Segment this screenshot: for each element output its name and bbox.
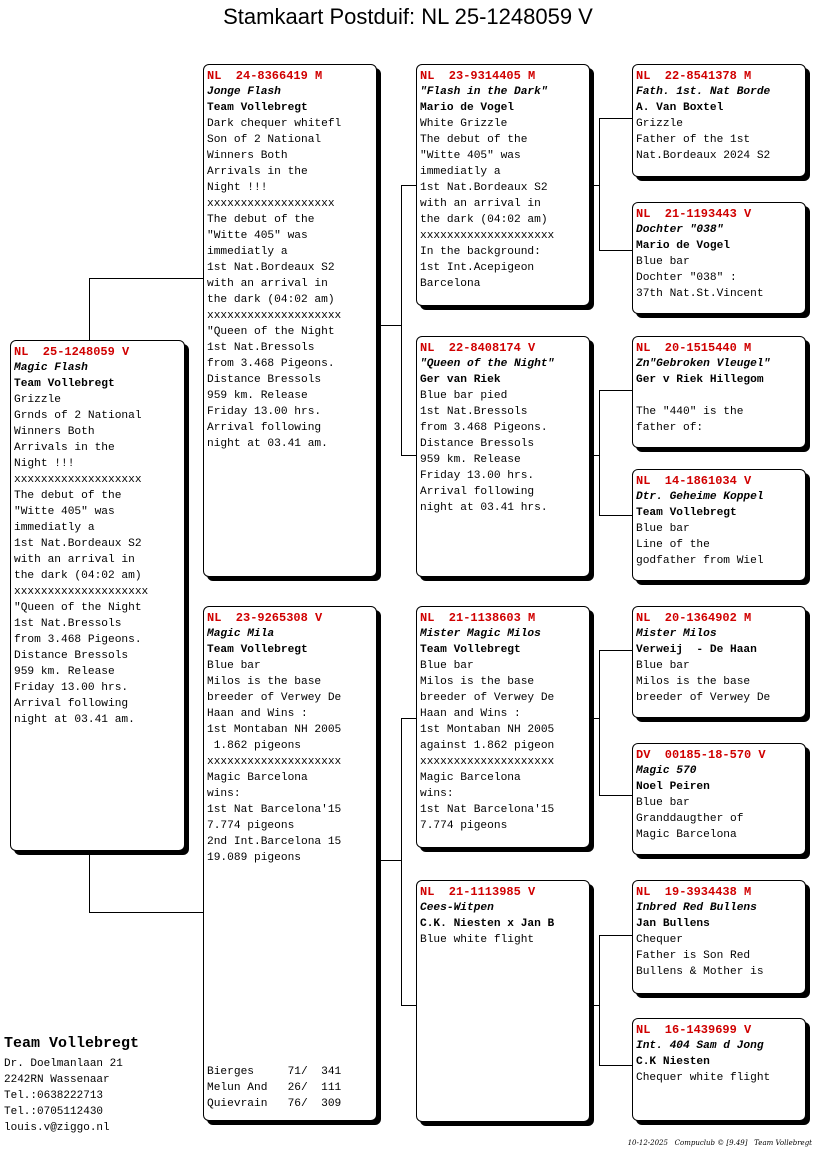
connector-line: [589, 718, 599, 719]
description-line: breeder of Verwey De: [420, 692, 555, 704]
pigeon-name: Jonge Flash: [207, 86, 281, 98]
description-line: Distance Bressols: [420, 438, 535, 450]
pigeon-name: "Flash in the Dark": [420, 86, 548, 98]
description-line: night at 03.41 am.: [207, 438, 328, 450]
description-line: Milos is the base: [207, 676, 322, 688]
connector-line: [599, 650, 600, 795]
owner-phone: Tel.:0638222713: [4, 1090, 104, 1102]
description-line: Distance Bressols: [14, 650, 129, 662]
description-line: 1st Nat Barcelona'15: [207, 804, 342, 816]
ring-number: NL 22-8541378 M: [636, 69, 752, 83]
ring-number: NL 21-1113985 V: [420, 885, 536, 899]
description-line: immediatly a: [207, 246, 288, 258]
description-line: Milos is the base: [420, 676, 535, 688]
race-result-row: Quievrain 76/ 309: [207, 1098, 342, 1110]
description-line: In the background:: [420, 246, 541, 258]
description-line: Friday 13.00 hrs.: [207, 406, 322, 418]
description-line: Chequer: [636, 934, 683, 946]
description-line: 7.774 pigeons: [420, 820, 508, 832]
description-line: Blue bar: [207, 660, 261, 672]
breeder-name: C.K. Niesten x Jan B: [420, 918, 555, 930]
connector-line: [401, 455, 417, 456]
pigeon-name: Cees-Witpen: [420, 902, 494, 914]
owner-email[interactable]: louis.v@ziggo.nl: [4, 1122, 110, 1134]
description-line: 7.774 pigeons: [207, 820, 295, 832]
description-line: 1st Nat.Bressols: [420, 406, 528, 418]
description-line: Arrivals in the: [207, 166, 308, 178]
owner-address-city: 2242RN Wassenaar: [4, 1074, 110, 1086]
description-line: Blue white flight: [420, 934, 535, 946]
pigeon-card-sire-sire[interactable]: [416, 64, 590, 306]
breeder-name: Ger van Riek: [420, 374, 501, 386]
description-line: Grizzle: [14, 394, 61, 406]
description-line: the dark (04:02 am): [420, 214, 548, 226]
pigeon-card-dam[interactable]: [203, 606, 377, 1121]
description-line: night at 03.41 hrs.: [420, 502, 548, 514]
description-line: Grnds of 2 National: [14, 410, 142, 422]
description-line: Blue bar: [636, 256, 690, 268]
breeder-name: Team Vollebregt: [636, 507, 737, 519]
ring-number: NL 16-1439699 V: [636, 1023, 752, 1037]
description-line: Son of 2 National: [207, 134, 322, 146]
description-line: Blue bar pied: [420, 390, 508, 402]
connector-line: [376, 860, 401, 861]
description-line: 1st Nat.Bordeaux S2: [207, 262, 335, 274]
pigeon-name: Dochter "038": [636, 224, 724, 236]
description-line: Blue bar: [636, 523, 690, 535]
description-line: 19.089 pigeons: [207, 852, 301, 864]
description-line: "Queen of the Night: [207, 326, 335, 338]
description-line: Arrival following: [207, 422, 322, 434]
description-line: Friday 13.00 hrs.: [420, 470, 535, 482]
ring-number: NL 19-3934438 M: [636, 885, 752, 899]
description-line: Father is Son Red: [636, 950, 751, 962]
pigeon-card-dam-sire-sire[interactable]: [632, 606, 806, 718]
description-line: "Witte 405" was: [14, 506, 115, 518]
connector-line: [401, 185, 402, 455]
description-line: [636, 388, 802, 404]
description-line: Arrival following: [14, 698, 129, 710]
description-line: from 3.468 Pigeons.: [14, 634, 142, 646]
owner-team: Team Vollebregt: [4, 1035, 140, 1052]
pigeon-card-sire[interactable]: [203, 64, 377, 577]
ring-number: DV 00185-18-570 V: [636, 748, 766, 762]
print-stamp: [628, 1139, 812, 1147]
ring-number: NL 21-1138603 M: [420, 611, 536, 625]
owner-address-street: Dr. Doelmanlaan 21: [4, 1058, 123, 1070]
pigeon-name: Magic 570: [636, 765, 697, 777]
description-line: from 3.468 Pigeons.: [207, 358, 335, 370]
description-line: Arrivals in the: [14, 442, 115, 454]
description-line: Grizzle: [636, 118, 683, 130]
description-line: the dark (04:02 am): [14, 570, 142, 582]
description-line: with an arrival in: [420, 198, 541, 210]
breeder-name: Mario de Vogel: [420, 102, 514, 114]
pigeon-name: Inbred Red Bullens: [636, 902, 757, 914]
description-line: night at 03.41 am.: [14, 714, 135, 726]
pigeon-card-dam-sire-dam[interactable]: [632, 743, 806, 855]
description-line: Magic Barcelona: [636, 829, 737, 841]
pigeon-name: Magic Mila: [207, 628, 275, 640]
connector-line: [401, 718, 402, 1005]
ring-number: NL 25-1248059 V: [14, 345, 130, 359]
pigeon-name: Fath. 1st. Nat Borde: [636, 86, 771, 98]
description-line: 959 km. Release: [207, 390, 308, 402]
connector-line: [89, 278, 204, 279]
description-line: Night !!!: [14, 458, 75, 470]
breeder-name: Team Vollebregt: [207, 644, 308, 656]
description-line: wins:: [207, 788, 241, 800]
description-line: The "440" is the: [636, 406, 744, 418]
description-line: wins:: [420, 788, 454, 800]
description-line: against 1.862 pigeon: [420, 740, 555, 752]
pigeon-name: Magic Flash: [14, 362, 88, 374]
connector-line: [599, 935, 600, 1065]
connector-line: [376, 325, 401, 326]
description-line: The debut of the: [14, 490, 122, 502]
description-line: the dark (04:02 am): [207, 294, 335, 306]
description-line: Winners Both: [14, 426, 95, 438]
connector-line: [599, 390, 600, 515]
description-line: The debut of the: [207, 214, 315, 226]
description-line: xxxxxxxxxxxxxxxxxxxx: [207, 756, 342, 768]
description-line: 1st Montaban NH 2005: [207, 724, 342, 736]
breeder-name: A. Van Boxtel: [636, 102, 724, 114]
description-line: Milos is the base: [636, 676, 751, 688]
description-line: 1.862 pigeons: [207, 740, 301, 752]
race-result-row: Melun And 26/ 111: [207, 1082, 342, 1094]
description-line: father of:: [636, 422, 704, 434]
connector-line: [599, 515, 632, 516]
ring-number: NL 24-8366419 M: [207, 69, 323, 83]
connector-line: [599, 250, 632, 251]
description-line: xxxxxxxxxxxxxxxxxxxx: [14, 586, 149, 598]
connector-line: [89, 912, 204, 913]
description-line: Friday 13.00 hrs.: [14, 682, 129, 694]
description-line: Dark chequer whitefl: [207, 118, 342, 130]
description-line: immediatly a: [14, 522, 95, 534]
connector-line: [599, 795, 632, 796]
breeder-name: Ger v Riek Hillegom: [636, 374, 764, 386]
connector-line: [589, 185, 599, 186]
description-line: breeder of Verwey De: [207, 692, 342, 704]
description-line: White Grizzle: [420, 118, 508, 130]
description-line: from 3.468 Pigeons.: [420, 422, 548, 434]
print-date: 10-12-2025: [627, 1139, 668, 1147]
description-line: Line of the: [636, 539, 710, 551]
ring-number: NL 23-9265308 V: [207, 611, 323, 625]
connector-line: [599, 118, 632, 119]
pigeon-card-sire-sire-sire[interactable]: [632, 64, 806, 177]
pigeon-name: Zn"Gebroken Vleugel": [636, 358, 771, 370]
connector-line: [599, 650, 632, 651]
stamp-owner: Team Vollebregt: [754, 1139, 812, 1147]
page-title: Stamkaart Postduif: NL 25-1248059 V: [223, 4, 593, 29]
ring-number: NL 23-9314405 M: [420, 69, 536, 83]
description-line: Bullens & Mother is: [636, 966, 764, 978]
connector-line: [599, 1065, 632, 1066]
breeder-name: Team Vollebregt: [420, 644, 521, 656]
description-line: breeder of Verwey De: [636, 692, 771, 704]
description-line: 1st Nat.Bressols: [207, 342, 315, 354]
pigeon-card-dam-dam-sire[interactable]: [632, 880, 806, 994]
connector-line: [401, 718, 417, 719]
description-line: 1st Nat.Bordeaux S2: [14, 538, 142, 550]
ring-number: NL 20-1515440 M: [636, 341, 752, 355]
description-line: Arrival following: [420, 486, 535, 498]
description-line: Blue bar: [636, 797, 690, 809]
description-line: godfather from Wiel: [636, 555, 764, 567]
connector-line: [401, 1005, 417, 1006]
description-line: Distance Bressols: [207, 374, 322, 386]
description-line: Blue bar: [636, 660, 690, 672]
connector-line: [89, 278, 90, 341]
software-label: Compuclub © [9.49]: [674, 1139, 748, 1147]
connector-line: [401, 185, 417, 186]
description-line: xxxxxxxxxxxxxxxxxxxx: [207, 310, 342, 322]
breeder-name: Noel Peiren: [636, 781, 710, 793]
description-line: 1st Nat.Bordeaux S2: [420, 182, 548, 194]
description-line: 1st Montaban NH 2005: [420, 724, 555, 736]
description-line: 37th Nat.St.Vincent: [636, 288, 764, 300]
description-line: Magic Barcelona: [207, 772, 308, 784]
description-line: immediatly a: [420, 166, 501, 178]
pigeon-name: Int. 404 Sam d Jong: [636, 1040, 764, 1052]
pigeon-card-dam-sire[interactable]: [416, 606, 590, 848]
description-line: 1st Nat.Bressols: [14, 618, 122, 630]
breeder-name: Jan Bullens: [636, 918, 710, 930]
description-line: "Witte 405" was: [420, 150, 521, 162]
connector-line: [599, 118, 600, 250]
connector-line: [599, 390, 632, 391]
ring-number: NL 20-1364902 M: [636, 611, 752, 625]
description-line: The debut of the: [420, 134, 528, 146]
pigeon-card-sire-dam[interactable]: [416, 336, 590, 577]
connector-line: [589, 455, 599, 456]
breeder-name: C.K Niesten: [636, 1056, 710, 1068]
description-line: 959 km. Release: [14, 666, 115, 678]
pigeon-card-dam-dam-dam[interactable]: [632, 1018, 806, 1121]
connector-line: [89, 850, 90, 912]
race-result-row: Bierges 71/ 341: [207, 1066, 342, 1078]
description-line: xxxxxxxxxxxxxxxxxxxx: [420, 756, 555, 768]
description-line: Father of the 1st: [636, 134, 751, 146]
description-line: "Queen of the Night: [14, 602, 142, 614]
pigeon-name: Dtr. Geheime Koppel: [636, 491, 764, 503]
pigeon-card-sire-dam-sire[interactable]: [632, 336, 806, 448]
race-results: [207, 1064, 341, 1112]
pigeon-card-sire-dam-dam[interactable]: [632, 469, 806, 581]
description-line: 1st Int.Acepigeon: [420, 262, 535, 274]
connector-line: [599, 935, 632, 936]
description-line: Haan and Wins :: [420, 708, 521, 720]
owner-info: [4, 1034, 139, 1136]
description-line: xxxxxxxxxxxxxxxxxxx: [207, 198, 335, 210]
description-line: Dochter "038" :: [636, 272, 737, 284]
pigeon-name: Mister Milos: [636, 628, 717, 640]
ring-number: NL 21-1193443 V: [636, 207, 752, 221]
description-line: 2nd Int.Barcelona 15: [207, 836, 342, 848]
breeder-name: Team Vollebregt: [14, 378, 115, 390]
description-line: xxxxxxxxxxxxxxxxxxxx: [420, 230, 555, 242]
breeder-name: Verweij - De Haan: [636, 644, 757, 656]
breeder-name: Team Vollebregt: [207, 102, 308, 114]
description-line: "Witte 405" was: [207, 230, 308, 242]
description-line: Magic Barcelona: [420, 772, 521, 784]
description-line: Nat.Bordeaux 2024 S2: [636, 150, 771, 162]
description-line: Barcelona: [420, 278, 481, 290]
description-line: xxxxxxxxxxxxxxxxxxx: [14, 474, 142, 486]
pigeon-card-subject[interactable]: [10, 340, 185, 851]
description-line: Haan and Wins :: [207, 708, 308, 720]
pigeon-card-dam-dam[interactable]: [416, 880, 590, 1122]
pigeon-name: "Queen of the Night": [420, 358, 555, 370]
description-line: 959 km. Release: [420, 454, 521, 466]
description-line: Winners Both: [207, 150, 288, 162]
owner-phone: Tel.:0705112430: [4, 1106, 104, 1118]
ring-number: NL 22-8408174 V: [420, 341, 536, 355]
connector-line: [589, 1005, 599, 1006]
description-line: with an arrival in: [14, 554, 135, 566]
pigeon-card-sire-sire-dam[interactable]: [632, 202, 806, 314]
ring-number: NL 14-1861034 V: [636, 474, 752, 488]
description-line: with an arrival in: [207, 278, 328, 290]
description-line: Night !!!: [207, 182, 268, 194]
description-line: 1st Nat Barcelona'15: [420, 804, 555, 816]
description-line: Blue bar: [420, 660, 474, 672]
breeder-name: Mario de Vogel: [636, 240, 730, 252]
description-line: Granddaugther of: [636, 813, 744, 825]
pigeon-name: Mister Magic Milos: [420, 628, 541, 640]
description-line: Chequer white flight: [636, 1072, 771, 1084]
